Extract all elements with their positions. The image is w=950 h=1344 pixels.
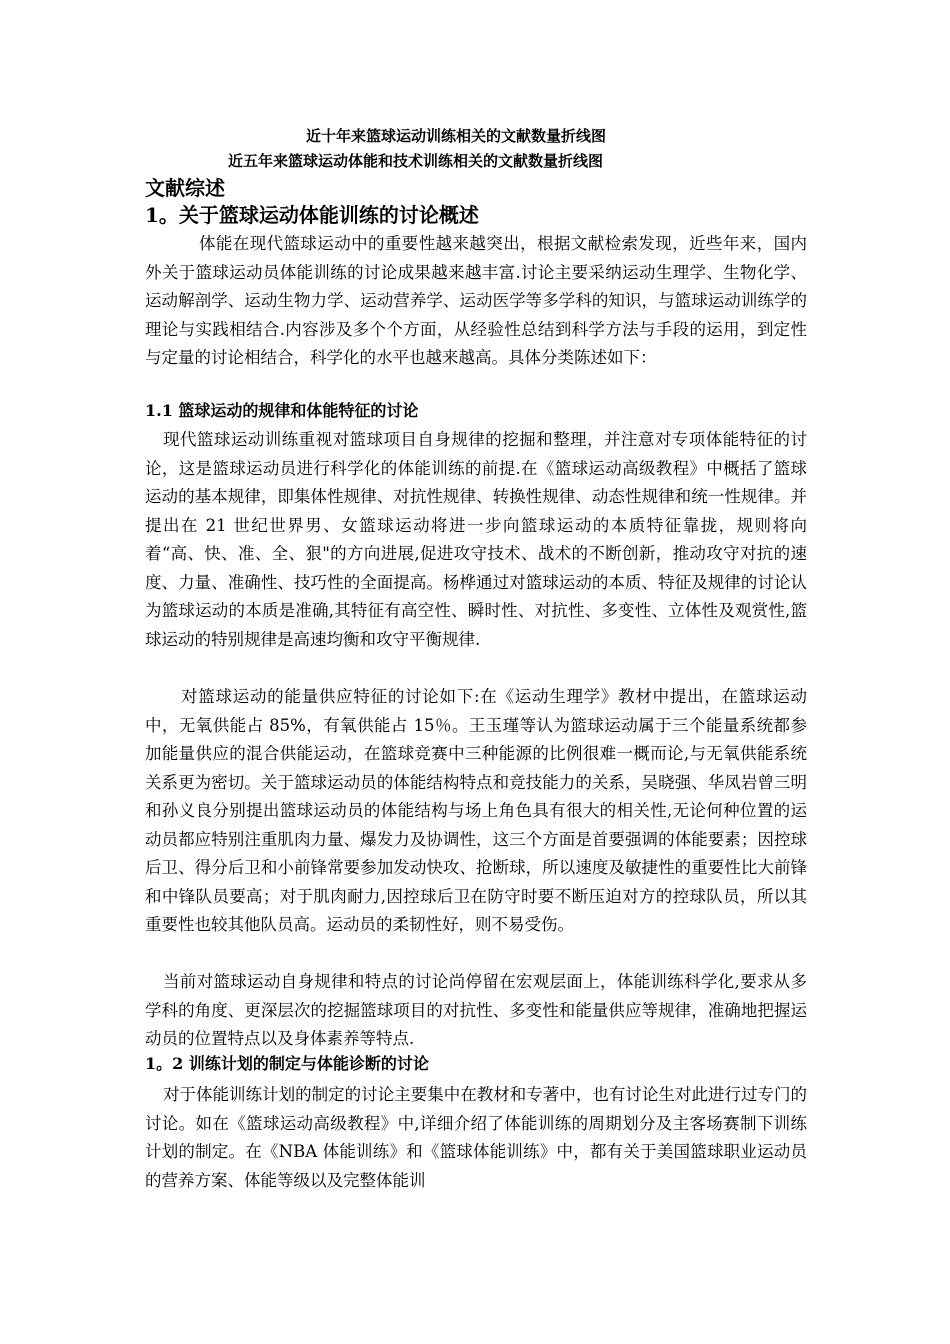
paragraph-energy-supply: 对篮球运动的能量供应特征的讨论如下:在《运动生理学》教材中提出，在篮球运动中，无氧供能占 85%，有氧供能占 15％。王玉瑾等认为篮球运动属于三个能量系统都参加能量供应的混合供能运动，在篮球竞赛中三种能源的比例很难一概而论,与无氧供能系统关系更为密切。关于篮球运动员的体能结构特点和竞技能力的关系，吴晓强、华凤岩曾三明和孙义良分别提出篮球运动员的体能结构与场上角色具有很大的相关性,无论何种位置的运动员都应特别注重肌肉力量、爆发力及协调性，这三个方面是首要强调的体能要素；因控球后卫、得分后卫和小前锋常要参加发动快攻、抢断球，所以速度及敏捷性的重要性比大前锋和中锋队员要高；对于肌肉耐力,因控球后卫在防守时要不断压迫对方的控球队员，所以其重要性也较其他队员高。运动员的柔韧性好，则不易受伤。 [145, 687, 807, 934]
figure-caption-decade-literature-chart: 近十年来篮球运动训练相关的文献数量折线图 [306, 127, 607, 145]
heading-section-1: 1。关于篮球运动体能训练的讨论概述 [145, 203, 479, 227]
heading-section-1-1: 1.1 篮球运动的规律和体能特征的讨论 [145, 401, 419, 420]
heading-section-1-2: 1。2 训练计划的制定与体能诊断的讨论 [145, 1054, 429, 1073]
paragraph-research-status: 当前对篮球运动自身规律和特点的讨论尚停留在宏观层面上，体能训练科学化,要求从多学科的角度、更深层次的挖掘篮球项目的对抗性、多变性和能量供应等规律，准确地把握运动员的位置特点以及身体素养等特点. [145, 972, 807, 1048]
paragraph-training-plan: 对于体能训练计划的制定的讨论主要集中在教材和专著中，也有讨论生对此进行过专门的讨论。如在《篮球运动高级教程》中,详细介绍了体能训练的周期划分及主客场赛制下训练计划的制定。在《NBA 体能训练》和《篮球体能训练》中，都有关于美国篮球职业运动员的营养方案、体能等级以及完整体能训 [145, 1085, 807, 1190]
paragraph-basketball-rules: 现代篮球运动训练重视对篮球项目自身规律的挖掘和整理，并注意对专项体能特征的讨论，这是篮球运动员进行科学化的体能训练的前提.在《篮球运动高级教程》中概括了篮球运动的基本规律，即集体性规律、对抗性规律、转换性规律、动态性规律和统一性规律。并提出在 21 世纪世界男、女篮球运动将进一步向篮球运动的本质特征靠拢，规则将向着“高、快、准、全、狠"的方向进展,促进攻守技术、战术的不断创新，推动攻守对抗的速度、力量、准确性、技巧性的全面提高。杨桦通过对篮球运动的本质、特征及规律的讨论认为篮球运动的本质是准确,其特征有高空性、瞬时性、对抗性、多变性、立体性及观赏性,篮球运动的特别规律是高速均衡和攻守平衡规律. [145, 430, 807, 649]
heading-literature-review: 文献综述 [145, 176, 225, 200]
figure-caption-five-year-training-chart: 近五年来篮球运动体能和技术训练相关的文献数量折线图 [228, 152, 604, 170]
paragraph-intro: 体能在现代篮球运动中的重要性越来越突出，根据文献检索发现，近些年来，国内外关于篮球运动员体能训练的讨论成果越来越丰富.讨论主要采纳运动生理学、生物化学、运动解剖学、运动生物力学、运动营养学、运动医学等多学科的知识，与篮球运动训练学的理论与实践相结合.内容涉及多个个方面，从经验性总结到科学方法与手段的运用，到定性与定量的讨论相结合，科学化的水平也越来越高。具体分类陈述如下： [145, 234, 807, 367]
